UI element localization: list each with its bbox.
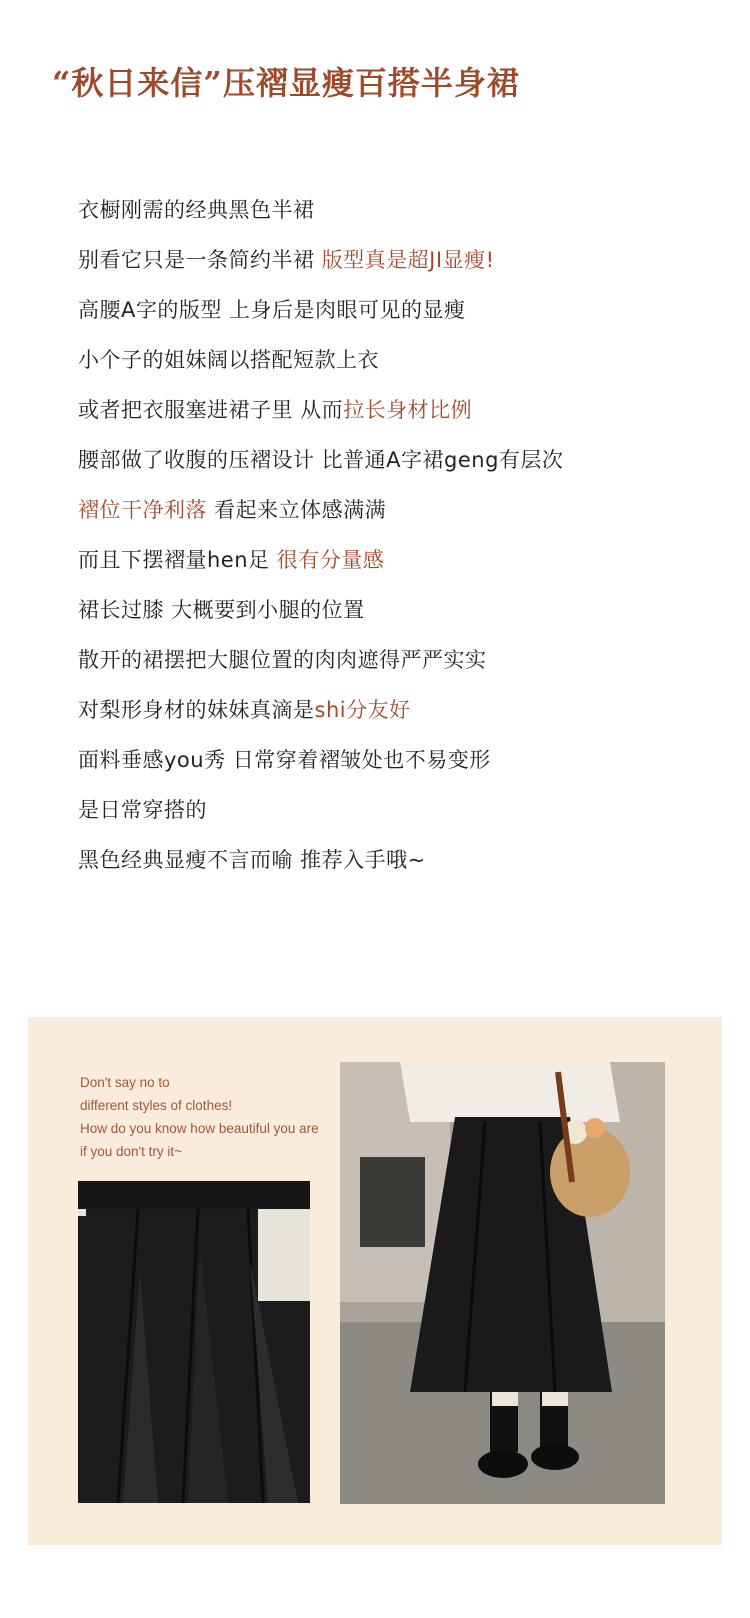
model-illustration bbox=[340, 1062, 665, 1504]
description-text: 衣橱刚需的经典黑色半裙 bbox=[78, 198, 315, 222]
description-line bbox=[78, 196, 728, 246]
highlight-text: 拉长身材比例 bbox=[343, 398, 473, 422]
description-line bbox=[78, 646, 728, 696]
english-line: Don't say no to bbox=[80, 1075, 170, 1090]
description-text: 小个子的姐妹阔以搭配短款上衣 bbox=[78, 348, 379, 372]
highlight-text: 很有分量感 bbox=[276, 548, 385, 572]
description-text: 散开的裙摆把大腿位置的肉肉遮得严严实实 bbox=[78, 648, 487, 672]
description-text: 高腰A字的版型 上身后是肉眼可见的显瘦 bbox=[78, 298, 466, 322]
description-text: 别看它只是一条简约半裙 bbox=[78, 248, 322, 272]
description-text: 对梨形身材的妹妹真滴是 bbox=[78, 698, 315, 722]
description-text: 黑色经典显瘦不言而喻 推荐入手哦~ bbox=[78, 848, 426, 872]
page-title: “秋日来信”压褶显瘦百搭半身裙 bbox=[52, 64, 520, 102]
description-line bbox=[78, 696, 728, 746]
description-text: 而且下摆褶量hen足 bbox=[78, 548, 277, 572]
description-text: 看起来立体感满满 bbox=[207, 498, 387, 522]
description-line bbox=[78, 846, 728, 896]
description-line bbox=[78, 346, 728, 396]
description-line bbox=[78, 396, 728, 446]
description-line bbox=[78, 546, 728, 596]
skirt-closeup-illustration bbox=[78, 1181, 310, 1503]
model-outfit-photo bbox=[340, 1062, 665, 1504]
skirt-detail-photo bbox=[78, 1181, 310, 1503]
style-panel bbox=[28, 1017, 722, 1545]
english-slogan bbox=[80, 1071, 360, 1163]
highlight-text: 褶位干净利落 bbox=[78, 498, 207, 522]
highlight-text: 版型真是超JI显瘦! bbox=[321, 248, 495, 272]
description-line bbox=[78, 246, 728, 296]
description-text: 面料垂感you秀 日常穿着褶皱处也不易变形 bbox=[78, 748, 491, 772]
description-text: 腰部做了收腹的压褶设计 比普通A字裙geng有层次 bbox=[78, 448, 564, 472]
description-text: 裙长过膝 大概要到小腿的位置 bbox=[78, 598, 365, 622]
description-text: 或者把衣服塞进裙子里 从而 bbox=[78, 398, 344, 422]
english-line: if you don't try it~ bbox=[80, 1144, 183, 1159]
english-line: How do you know how beautiful you are bbox=[80, 1121, 319, 1136]
description-text: 是日常穿搭的 bbox=[78, 798, 207, 822]
product-description bbox=[78, 196, 728, 896]
description-line bbox=[78, 446, 728, 496]
description-line bbox=[78, 596, 728, 646]
english-line: different styles of clothes! bbox=[80, 1098, 233, 1113]
description-line bbox=[78, 746, 728, 796]
description-line bbox=[78, 496, 728, 546]
description-line bbox=[78, 296, 728, 346]
highlight-text: shi分友好 bbox=[314, 698, 411, 722]
description-line bbox=[78, 796, 728, 846]
